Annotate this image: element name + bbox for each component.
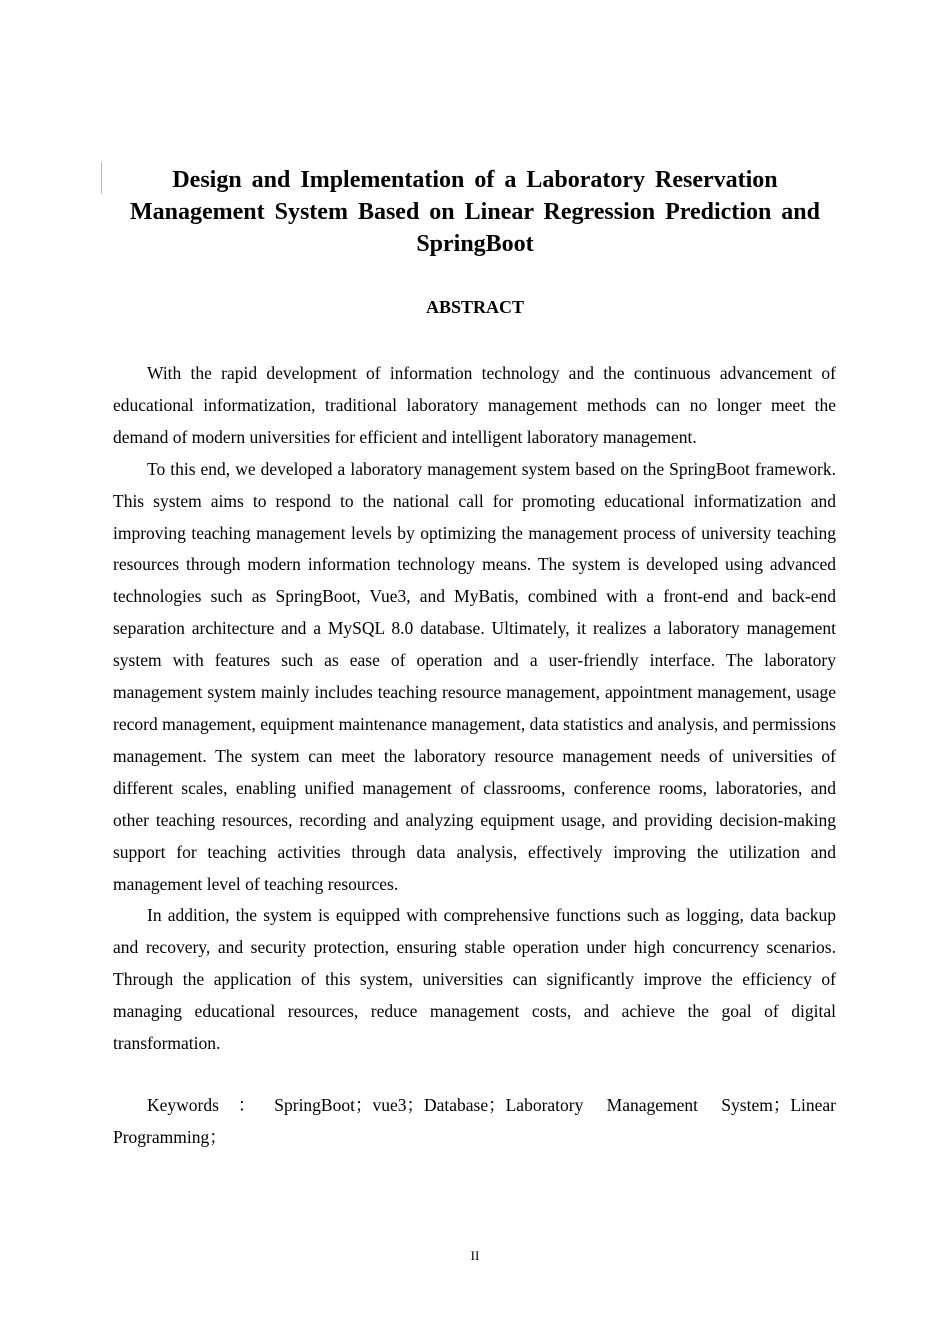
document-title: Design and Implementation of a Laboratory Reservation Management System Based on Linear Regression Prediction and SpringBoot (129, 167, 820, 257)
abstract-heading: ABSTRACT (425, 297, 525, 317)
abstract-paragraph-3: In addition, the system is equipped with comprehensive functions such as logging, data backup and recovery, and security protection, ensuring stable operation under high concurrency scenarios. Through the application of this system, universities can significantly improve the efficiency of managing educational resources, reduce management costs, and achieve the goal of digital transformation. (113, 905, 836, 1054)
keywords-line: Keywords：SpringBoot；vue3；Database；Laboratory Management System；Linear Programming； (113, 1095, 836, 1147)
abstract-paragraph-2: To this end, we developed a laboratory management system based on the SpringBoot framework. This system aims to respond to the national call for promoting educational informatization and improving teaching management levels by optimizing the management process of university teaching resources through modern information technology means. The system is developed using advanced technologies such as SpringBoot, Vue3, and MyBatis, combined with a front-end and back-end separation architecture and a MySQL 8.0 database. Ultimately, it realizes a laboratory management system with features such as ease of operation and a user-friendly interface. The laboratory management system mainly includes teaching resource management, appointment management, usage record management, equipment maintenance management, data statistics and analysis, and permissions management. The system can meet the laboratory resource management needs of universities of different scales, enabling unified management of classrooms, conference rooms, laboratories, and other teaching resources, recording and analyzing equipment usage, and providing decision-making support for teaching activities through data analysis, effectively improving the utilization and management level of teaching resources. (113, 458, 836, 894)
abstract-paragraph-1: With the rapid development of information technology and the continuous advancement of educational informatization, traditional laboratory management methods can no longer meet the demand of modern universities for efficient and intelligent laboratory management. (113, 363, 836, 447)
page-number: II (470, 1248, 480, 1263)
abstract-body (113, 358, 836, 1060)
margin-marker (101, 162, 102, 194)
